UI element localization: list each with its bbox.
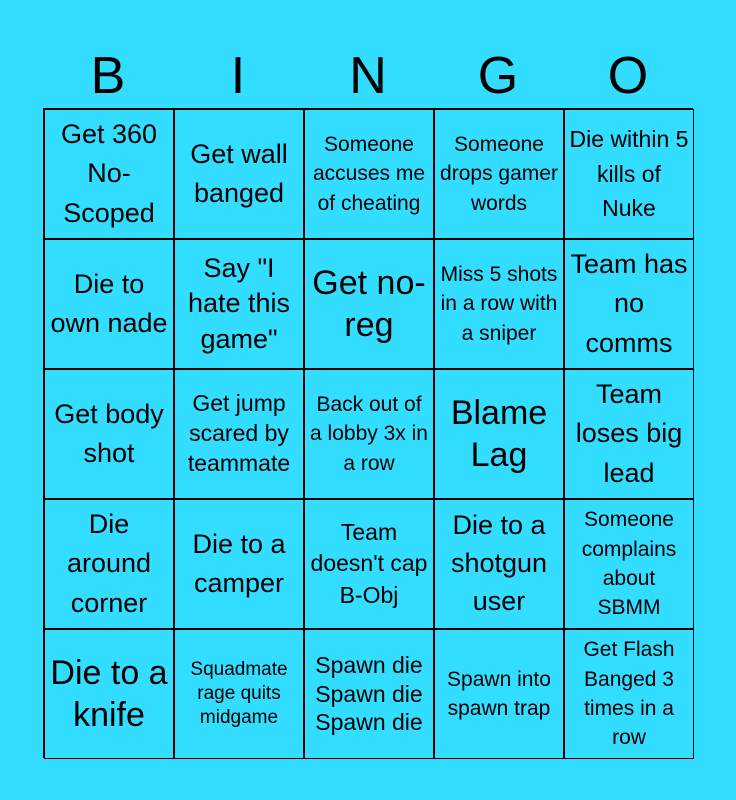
header-letter-g: G <box>477 47 519 105</box>
bingo-cell-r4c5[interactable]: Someone complains about SBMM <box>564 499 694 629</box>
header-letter-o: O <box>607 47 649 105</box>
bingo-cell-r2c4[interactable]: Miss 5 shots in a row with a sniper <box>434 239 564 369</box>
bingo-cell-r5c2[interactable]: Squadmate rage quits midgame <box>174 629 304 759</box>
bingo-cell-r3c2[interactable]: Get jump scared by teammate <box>174 369 304 499</box>
bingo-cell-r1c1[interactable]: Get 360 No-Scoped <box>44 109 174 239</box>
bingo-cell-r1c3[interactable]: Someone accuses me of cheating <box>304 109 434 239</box>
bingo-cell-r2c2[interactable]: Say "I hate this game" <box>174 239 304 369</box>
bingo-cell-r1c5[interactable]: Die within 5 kills of Nuke <box>564 109 694 239</box>
bingo-cell-r4c1[interactable]: Die around corner <box>44 499 174 629</box>
bingo-cell-r4c3[interactable]: Team doesn't cap B-Obj <box>304 499 434 629</box>
bingo-cell-r5c4[interactable]: Spawn into spawn trap <box>434 629 564 759</box>
bingo-cell-r5c3[interactable]: Spawn die Spawn die Spawn die <box>304 629 434 759</box>
header-letter-i: I <box>230 47 246 105</box>
bingo-cell-r2c1[interactable]: Die to own nade <box>44 239 174 369</box>
bingo-cell-r3c1[interactable]: Get body shot <box>44 369 174 499</box>
header-letter-n: N <box>349 47 387 105</box>
bingo-grid <box>43 108 693 758</box>
header-letter-b: B <box>90 47 126 105</box>
bingo-cell-r5c5[interactable]: Get Flash Banged 3 times in a row <box>564 629 694 759</box>
bingo-cell-r4c2[interactable]: Die to a camper <box>174 499 304 629</box>
bingo-cell-r4c4[interactable]: Die to a shotgun user <box>434 499 564 629</box>
bingo-cell-r3c4[interactable]: Blame Lag <box>434 369 564 499</box>
bingo-cell-r1c2[interactable]: Get wall banged <box>174 109 304 239</box>
bingo-cell-r2c3[interactable]: Get no-reg <box>304 239 434 369</box>
bingo-cell-r2c5[interactable]: Team has no comms <box>564 239 694 369</box>
bingo-cell-r3c5[interactable]: Team loses big lead <box>564 369 694 499</box>
bingo-header <box>43 44 693 108</box>
bingo-cell-r1c4[interactable]: Someone drops gamer words <box>434 109 564 239</box>
bingo-cell-r5c1[interactable]: Die to a knife <box>44 629 174 759</box>
bingo-cell-r3c3[interactable]: Back out of a lobby 3x in a row <box>304 369 434 499</box>
